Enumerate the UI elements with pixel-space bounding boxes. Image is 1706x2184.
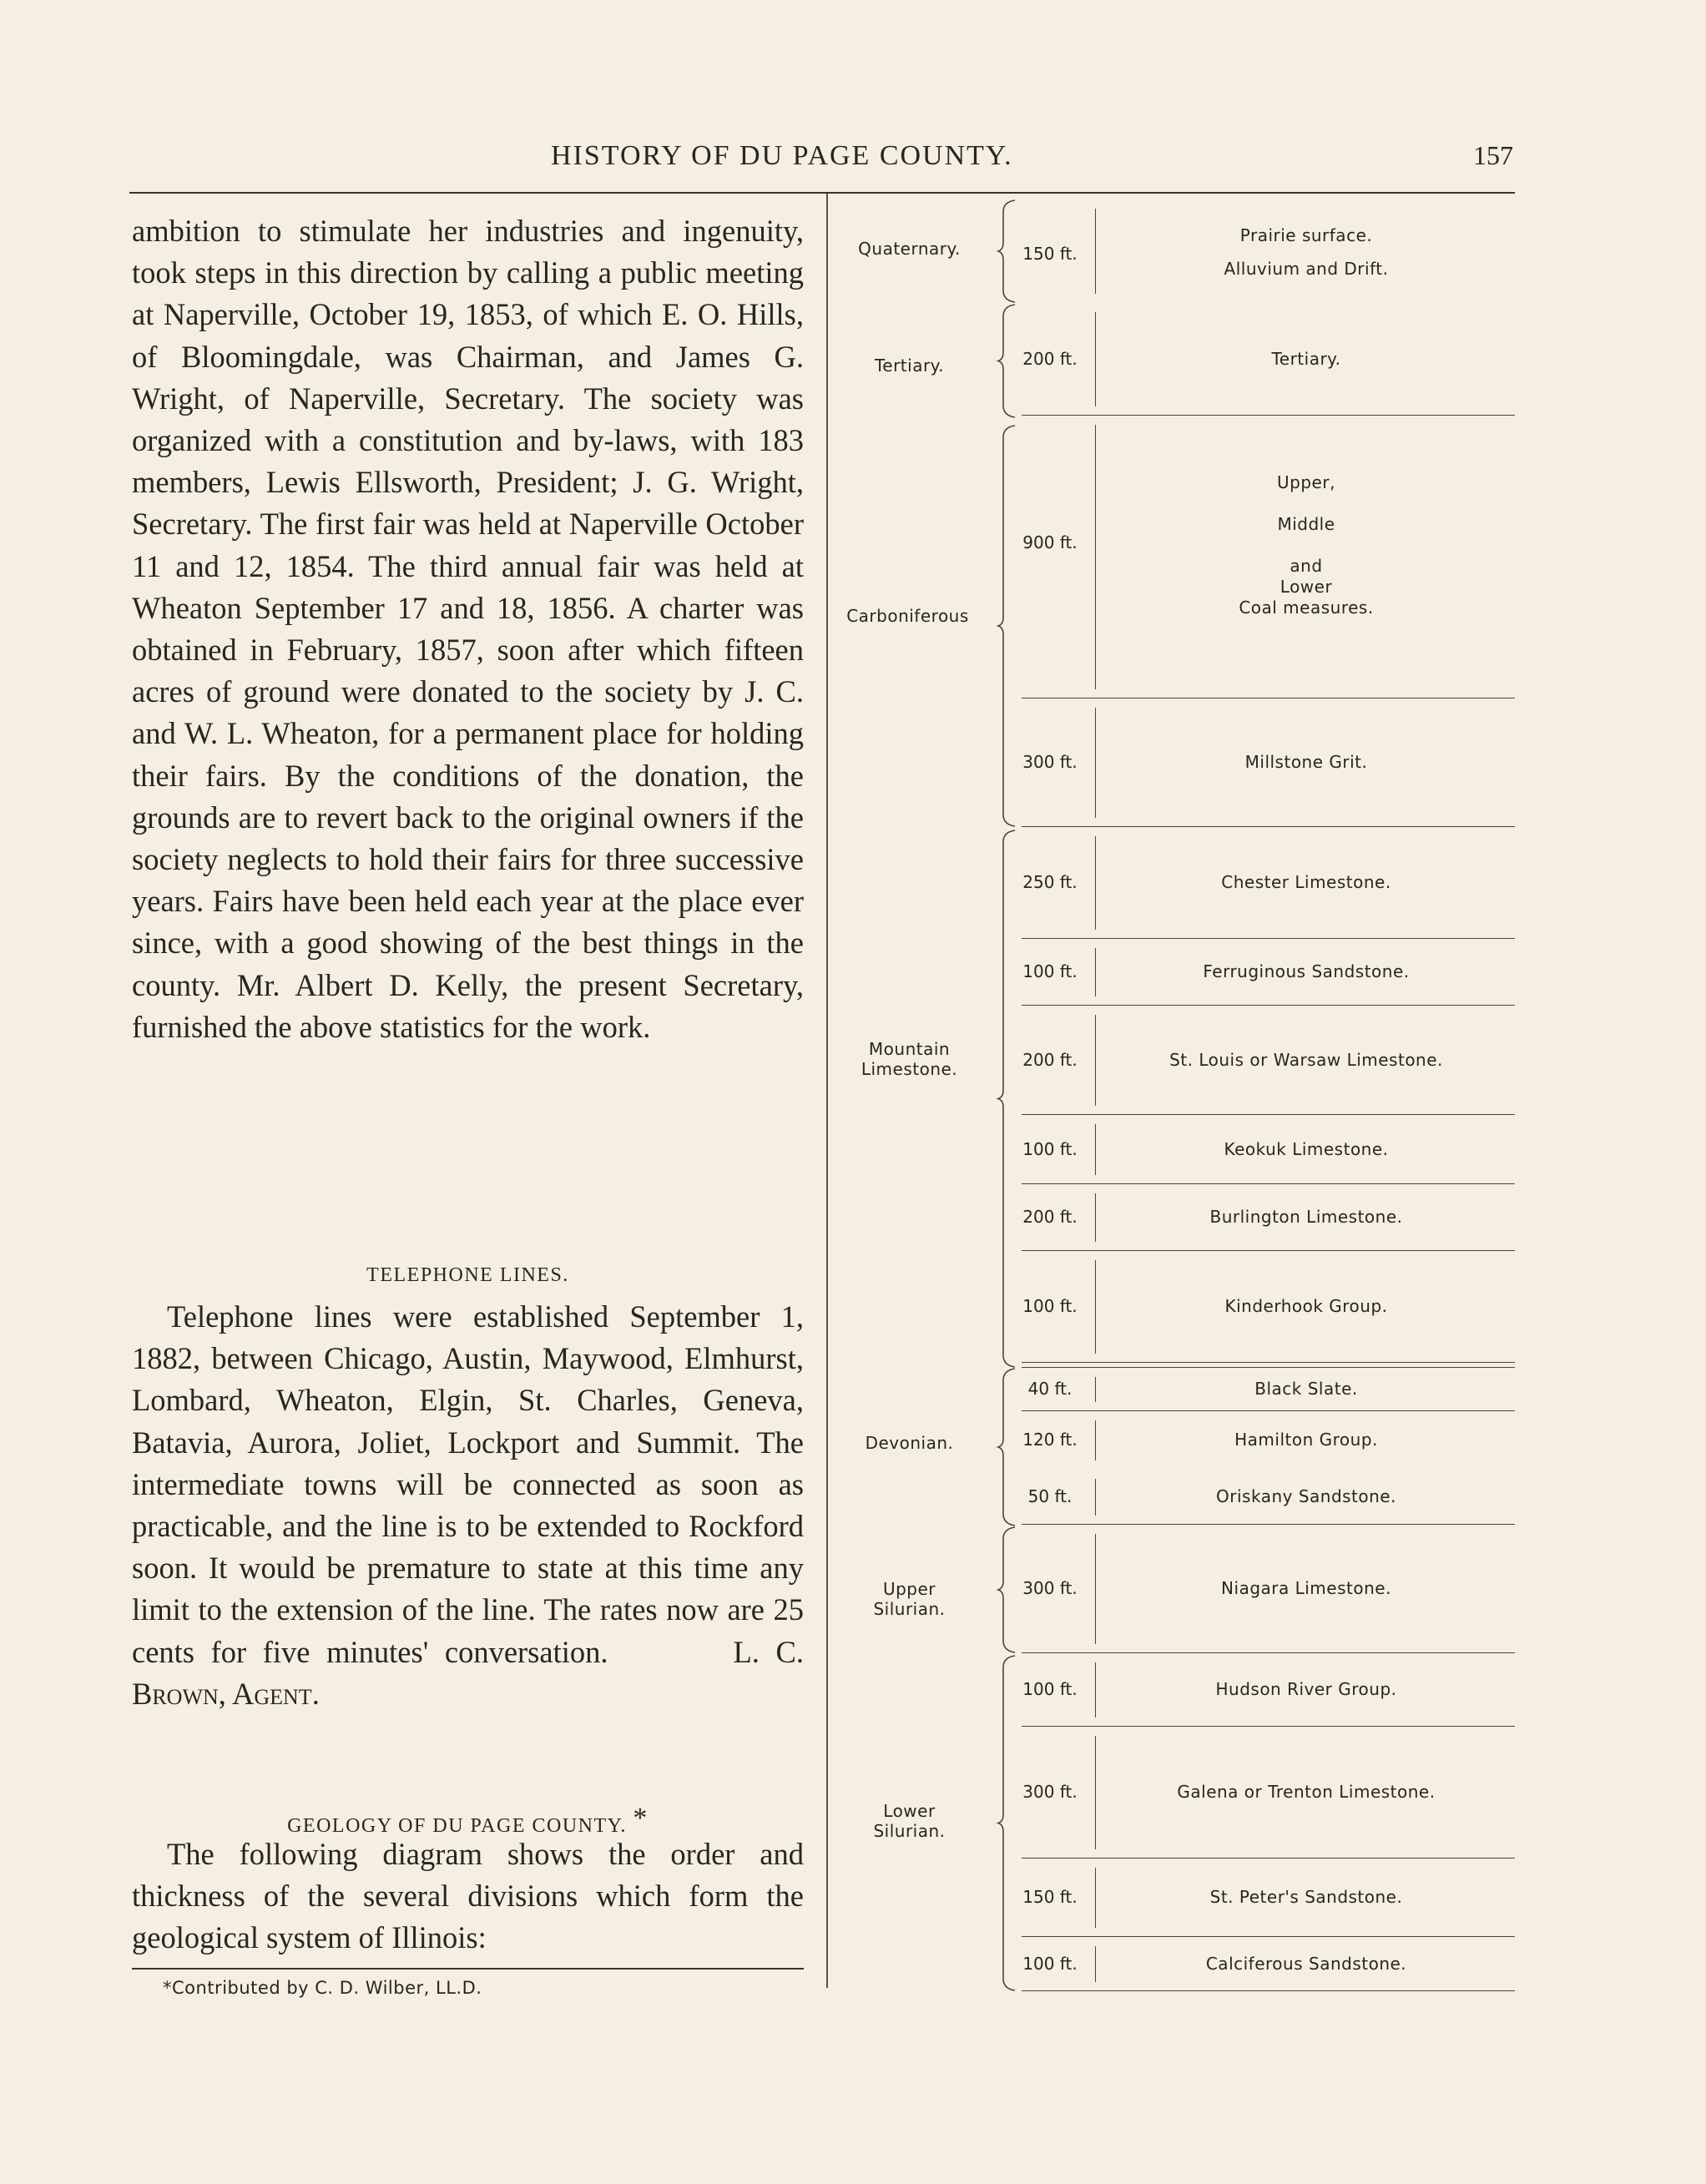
layer-description: Kinderhook Group. — [1224, 1296, 1388, 1316]
layer-separator — [1022, 1183, 1515, 1184]
column-divider-line — [1095, 1736, 1096, 1849]
period-brace — [998, 426, 1018, 826]
layer-description: St. Peter's Sandstone. — [1209, 1887, 1403, 1907]
paragraph-telephone-lines — [132, 1296, 804, 1715]
layer-separator — [1022, 1362, 1515, 1363]
column-divider-line — [1095, 1193, 1096, 1242]
layer-thickness: 100 ft. — [1022, 1296, 1078, 1316]
period-label: Devonian. — [865, 1433, 954, 1453]
layer-description: Galena or Trenton Limestone. — [1177, 1782, 1436, 1802]
layer-separator — [1022, 1652, 1515, 1653]
paragraph-agricultural-society: ambition to stimulate her industries and ingenuity, took steps in this direction by calling a public meeting at Naperville, October 19, 1853, of which E. O. Hills, of Bloomingdale, was Chairman, and James G. Wright, of Naperville, Secretary. The society was organized with a constitution and by-laws, with 183 members, Lewis Ellsworth, President; J. G. Wright, Secretary. The first fair was held at Naperville October 11 and 12, 1854. The third annual fair was held at Wheaton September 17 and 18, 1856. A charter was obtained in February, 1857, soon after which fifteen acres of ground were donated to the society by J. C. and W. L. Wheaton, for a permanent place for holding their fairs. By the conditions of the donation, the grounds are to revert back to the original owners if the society neglects to hold their fairs for three successive years. Fairs have been held each year at the place ever since, with a good showing of the best things in the county. Mr. Albert D. Kelly, the present Secretary, furnished the above statistics for the work. — [132, 214, 804, 1044]
layer-description: Hudson River Group. — [1215, 1679, 1397, 1699]
period-label: Quaternary. — [858, 239, 961, 259]
layer-separator — [1022, 1367, 1515, 1368]
column-divider-line — [1095, 948, 1096, 996]
layer-separator — [1022, 1410, 1515, 1411]
telephone-text: Telephone lines were established September 1, 1882, between Chicago, Austin, Maywood, Elmhurst, Lombard, Wheaton, Elgin, St. Charles, Geneva, Batavia, Aurora, Joliet, Lockport and Summit. The intermediate towns will be connected as soon as practicable, and the line is to be extended to Rockford soon. It would be premature to state at this time any limit to the extension of the line. The rates now are 25 cents for five minutes' conversation. — [132, 1299, 804, 1669]
column-divider-line — [1095, 1662, 1096, 1717]
heading-geology — [132, 1803, 804, 1838]
period-label: Mountain Limestone. — [861, 1039, 958, 1079]
layer-separator — [1022, 415, 1515, 416]
column-divider-line — [1095, 425, 1096, 689]
header-rule — [129, 192, 1515, 194]
heading-geology-text: GEOLOGY OF DU PAGE COUNTY. — [287, 1815, 627, 1837]
layer-thickness: 300 ft. — [1022, 752, 1078, 772]
layer-description: St. Louis or Warsaw Limestone. — [1169, 1049, 1443, 1070]
layer-separator — [1022, 826, 1515, 827]
layer-thickness: 150 ft. — [1022, 1887, 1078, 1907]
period-brace — [998, 1369, 1018, 1526]
layer-separator — [1022, 1114, 1515, 1115]
layer-separator — [1022, 1936, 1515, 1937]
layer-thickness: 300 ft. — [1022, 1578, 1078, 1598]
period-brace — [998, 1656, 1018, 1990]
layer-thickness: 50 ft. — [1027, 1486, 1073, 1506]
layer-separator — [1022, 1726, 1515, 1727]
layer-description: Hamilton Group. — [1234, 1430, 1378, 1450]
layer-thickness: 200 ft. — [1022, 348, 1078, 369]
layer-description: Keokuk Limestone. — [1224, 1138, 1389, 1159]
layer-description: Niagara Limestone. — [1221, 1578, 1391, 1598]
layer-separator — [1022, 698, 1515, 699]
paragraph-geology-intro: The following diagram shows the order and thickness of the several divisions which form the geological system of Illinois: — [132, 1837, 804, 1955]
layer-thickness: 200 ft. — [1022, 1049, 1078, 1070]
layer-thickness: 150 ft. — [1022, 244, 1078, 264]
layer-separator — [1022, 1524, 1515, 1525]
column-divider-line — [1095, 1946, 1096, 1982]
layer-separator — [1022, 1858, 1515, 1859]
column-divider-line — [1095, 1015, 1096, 1106]
layer-thickness: 120 ft. — [1022, 1430, 1078, 1450]
layer-description: Millstone Grit. — [1244, 752, 1368, 772]
layer-description: Chester Limestone. — [1221, 872, 1391, 892]
heading-telephone-lines: TELEPHONE LINES. — [366, 1264, 569, 1286]
layer-description: Black Slate. — [1254, 1379, 1358, 1399]
period-label: Lower Silurian. — [873, 1801, 946, 1841]
footnote: *Contributed by C. D. Wilber, LL.D. — [163, 1978, 482, 1998]
period-brace — [998, 305, 1018, 417]
column-divider-line — [1095, 708, 1096, 818]
period-brace — [998, 200, 1018, 302]
layer-description: Tertiary. — [1271, 348, 1341, 369]
column-divider-line — [1095, 836, 1096, 930]
running-head — [0, 140, 1706, 190]
layer-description: Oriskany Sandstone. — [1216, 1486, 1396, 1506]
column-divider — [826, 194, 828, 1988]
layer-thickness: 100 ft. — [1022, 961, 1078, 981]
layer-description: Upper, Middle and Lower Coal measures. — [1239, 472, 1374, 618]
layer-separator — [1022, 938, 1515, 939]
column-divider-line — [1095, 312, 1096, 406]
layer-thickness: 900 ft. — [1022, 532, 1078, 552]
period-label: Carboniferous — [846, 606, 969, 626]
column-divider-line — [1095, 1479, 1096, 1516]
layer-separator — [1022, 1005, 1515, 1006]
period-label: Upper Silurian. — [873, 1579, 946, 1619]
layer-thickness: 100 ft. — [1022, 1679, 1078, 1699]
period-label: Tertiary. — [874, 356, 945, 376]
page-number: 157 — [1473, 140, 1513, 170]
layer-separator — [1022, 1250, 1515, 1251]
signature: L. C. Brown, Agent. — [132, 1634, 804, 1711]
footnote-rule — [132, 1968, 804, 1970]
layer-thickness: 100 ft. — [1022, 1953, 1078, 1974]
column-divider-line — [1095, 1420, 1096, 1460]
layer-description: Ferruginous Sandstone. — [1203, 961, 1410, 981]
footnote-mark: * — [633, 1803, 649, 1833]
running-head-title: HISTORY OF DU PAGE COUNTY. — [551, 140, 1013, 171]
column-divider-line — [1095, 1260, 1096, 1354]
column-divider-line — [1095, 209, 1096, 294]
layer-separator — [1022, 1990, 1515, 1991]
layer-description: Prairie surface. Alluvium and Drift. — [1224, 225, 1389, 279]
layer-thickness: 250 ft. — [1022, 872, 1078, 892]
layer-thickness: 300 ft. — [1022, 1782, 1078, 1802]
column-divider-line — [1095, 1124, 1096, 1175]
layer-description: Burlington Limestone. — [1209, 1207, 1403, 1227]
period-brace — [998, 1527, 1018, 1652]
column-divider-line — [1095, 1534, 1096, 1644]
layer-thickness: 100 ft. — [1022, 1138, 1078, 1159]
layer-thickness: 40 ft. — [1027, 1379, 1073, 1399]
layer-description: Calciferous Sandstone. — [1205, 1953, 1407, 1974]
layer-thickness: 200 ft. — [1022, 1207, 1078, 1227]
column-divider-line — [1095, 1377, 1096, 1402]
period-brace — [998, 830, 1018, 1367]
column-divider-line — [1095, 1868, 1096, 1928]
